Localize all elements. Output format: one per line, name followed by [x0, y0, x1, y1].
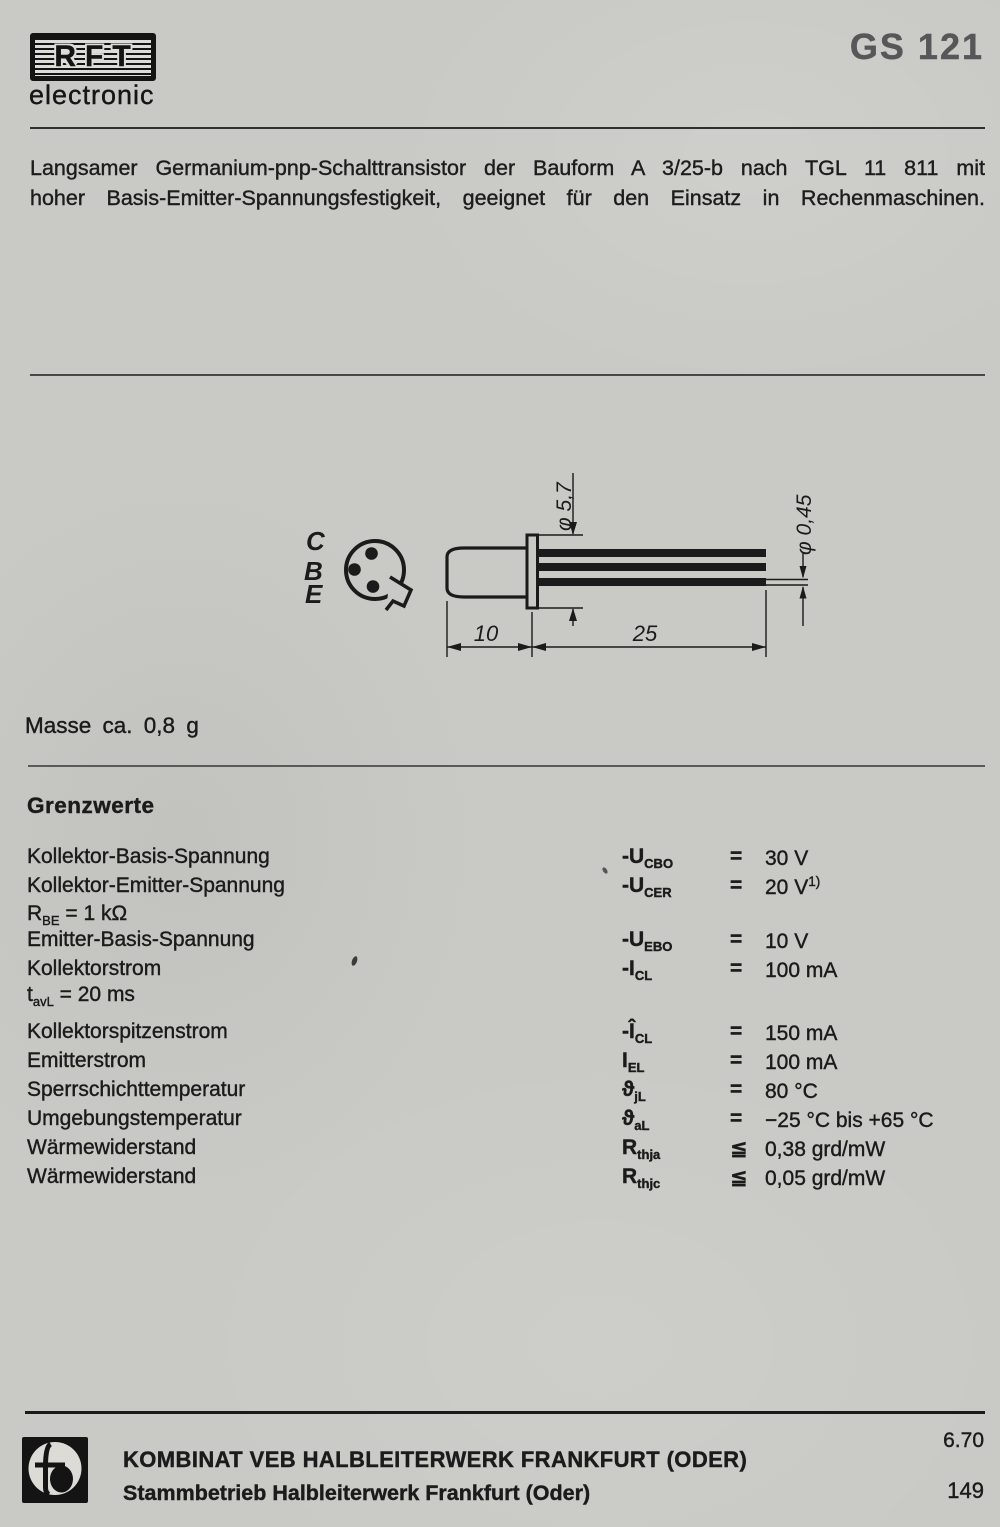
description-paragraph	[30, 153, 985, 213]
param-value: 0,38 grd/mW	[765, 1138, 886, 1161]
limits-table	[27, 840, 985, 1200]
lead-bottom	[537, 578, 766, 586]
param-label: Kollektorspitzenstrom	[27, 1020, 228, 1043]
table-row	[27, 1078, 985, 1104]
pin-dot-collector	[365, 547, 378, 560]
param-value: 80 °C	[765, 1080, 818, 1103]
param-label: Kollektor-Emitter-Spannung	[27, 874, 285, 897]
param-symbol: $-U_{EBO}$	[622, 928, 673, 954]
divider	[30, 374, 985, 376]
relation-sign: =	[730, 845, 743, 868]
pin-dot-base	[348, 563, 361, 576]
footer-page-number: 149	[947, 1478, 984, 1503]
dim-lead-diameter-label: φ 0,45	[793, 494, 816, 555]
relation-sign: =	[730, 957, 743, 980]
pin-label-emitter: E	[305, 579, 323, 609]
divider	[25, 1411, 985, 1414]
param-symbol: $ϑ_{aL}$	[622, 1107, 650, 1133]
param-symbol: $R_{thjc}$	[622, 1165, 661, 1191]
param-symbol: $ϑ_{jL}$	[622, 1078, 646, 1104]
param-value: 10 V	[765, 930, 809, 953]
table-row	[27, 1049, 985, 1075]
table-row	[27, 957, 985, 983]
pin-label-base: B	[304, 556, 323, 586]
param-label: Kollektor-Basis-Spannung	[27, 845, 270, 868]
relation-sign: =	[730, 1020, 743, 1043]
divider	[28, 765, 985, 767]
param-condition: $t_{avL} = 20$ ms	[27, 983, 135, 1009]
relation-sign: =	[730, 1049, 743, 1072]
relation-sign: =	[730, 1078, 743, 1101]
relation-sign: ≦	[730, 1166, 748, 1189]
transistor-flange	[527, 535, 538, 608]
description-line: hoher Basis-Emitter-Spannungsfestigkeit, geeignet für den Einsatz in Rechenmaschinen.	[30, 186, 985, 210]
transistor-body	[447, 548, 527, 597]
description-line: Langsamer Germanium-pnp-Schalttransistor der Bauform A 3/25-b nach TGL 11 811 mit	[30, 156, 985, 180]
dim-lead-length-label: 25	[632, 621, 658, 646]
table-row	[27, 983, 985, 1009]
mass-note: Masse ca. 0,8 g	[25, 713, 199, 738]
param-label: Umgebungstemperatur	[27, 1107, 242, 1130]
pin-dot-emitter	[367, 580, 380, 593]
param-value: 150 mA	[765, 1022, 838, 1045]
pin-label-collector: C	[306, 526, 325, 556]
relation-sign: =	[730, 1107, 743, 1130]
table-row	[27, 1107, 985, 1133]
table-row	[27, 845, 985, 871]
footer-date-code: 6.70	[943, 1429, 984, 1452]
divider	[30, 127, 985, 129]
relation-sign: ≦	[730, 1137, 748, 1160]
rft-logo	[30, 33, 156, 81]
table-row	[27, 902, 985, 928]
param-value: 0,05 grd/mW	[765, 1167, 886, 1190]
param-symbol: $I_{EL}$	[622, 1049, 645, 1075]
hfo-logo	[22, 1437, 88, 1503]
part-number: GS 121	[849, 26, 984, 67]
rft-logo-text: RFT	[54, 40, 140, 73]
param-label: Wärmewiderstand	[27, 1165, 197, 1188]
dim-flange-diameter-label: φ 5,7	[553, 482, 576, 531]
param-value: 100 mA	[765, 1051, 838, 1074]
param-value: 30 V	[765, 847, 809, 870]
table-row	[27, 928, 985, 954]
relation-sign: =	[730, 874, 743, 897]
limits-heading: Grenzwerte	[27, 793, 155, 818]
param-symbol: $-I_{CL}$	[622, 957, 653, 983]
param-label: Emitter-Basis-Spannung	[27, 928, 255, 951]
param-value: 100 mA	[765, 959, 838, 982]
footer-company-line: KOMBINAT VEB HALBLEITERWERK FRANKFURT (ODER)	[123, 1447, 748, 1472]
param-label: Kollektorstrom	[27, 957, 162, 980]
param-symbol: $-Î_{CL}$	[622, 1020, 653, 1046]
lead-middle	[537, 563, 766, 571]
param-symbol: $-U_{CBO}$	[622, 845, 674, 871]
brand-subtitle: electronic	[29, 80, 155, 110]
param-symbol: $-U_{CER}$	[622, 874, 672, 900]
table-row	[27, 1020, 985, 1046]
relation-sign: =	[730, 928, 743, 951]
param-condition: $R_{BE} = 1$ kΩ	[27, 902, 128, 928]
table-row	[27, 874, 985, 900]
param-symbol: $R_{thja}$	[622, 1136, 661, 1162]
param-value: −25 °C bis +65 °C	[765, 1109, 934, 1132]
table-row	[27, 1165, 985, 1191]
param-label: Wärmewiderstand	[27, 1136, 197, 1159]
package-drawing	[280, 445, 825, 680]
param-label: Emitterstrom	[27, 1049, 147, 1072]
param-label: Sperrschichttemperatur	[27, 1078, 246, 1101]
table-row	[27, 1136, 985, 1162]
param-value: 20 $V^{1)}$	[765, 874, 821, 899]
footer-plant-line: Stammbetrieb Halbleiterwerk Frankfurt (Oder)	[123, 1481, 591, 1505]
lead-top	[537, 549, 766, 557]
dim-body-length-label: 10	[473, 621, 499, 646]
